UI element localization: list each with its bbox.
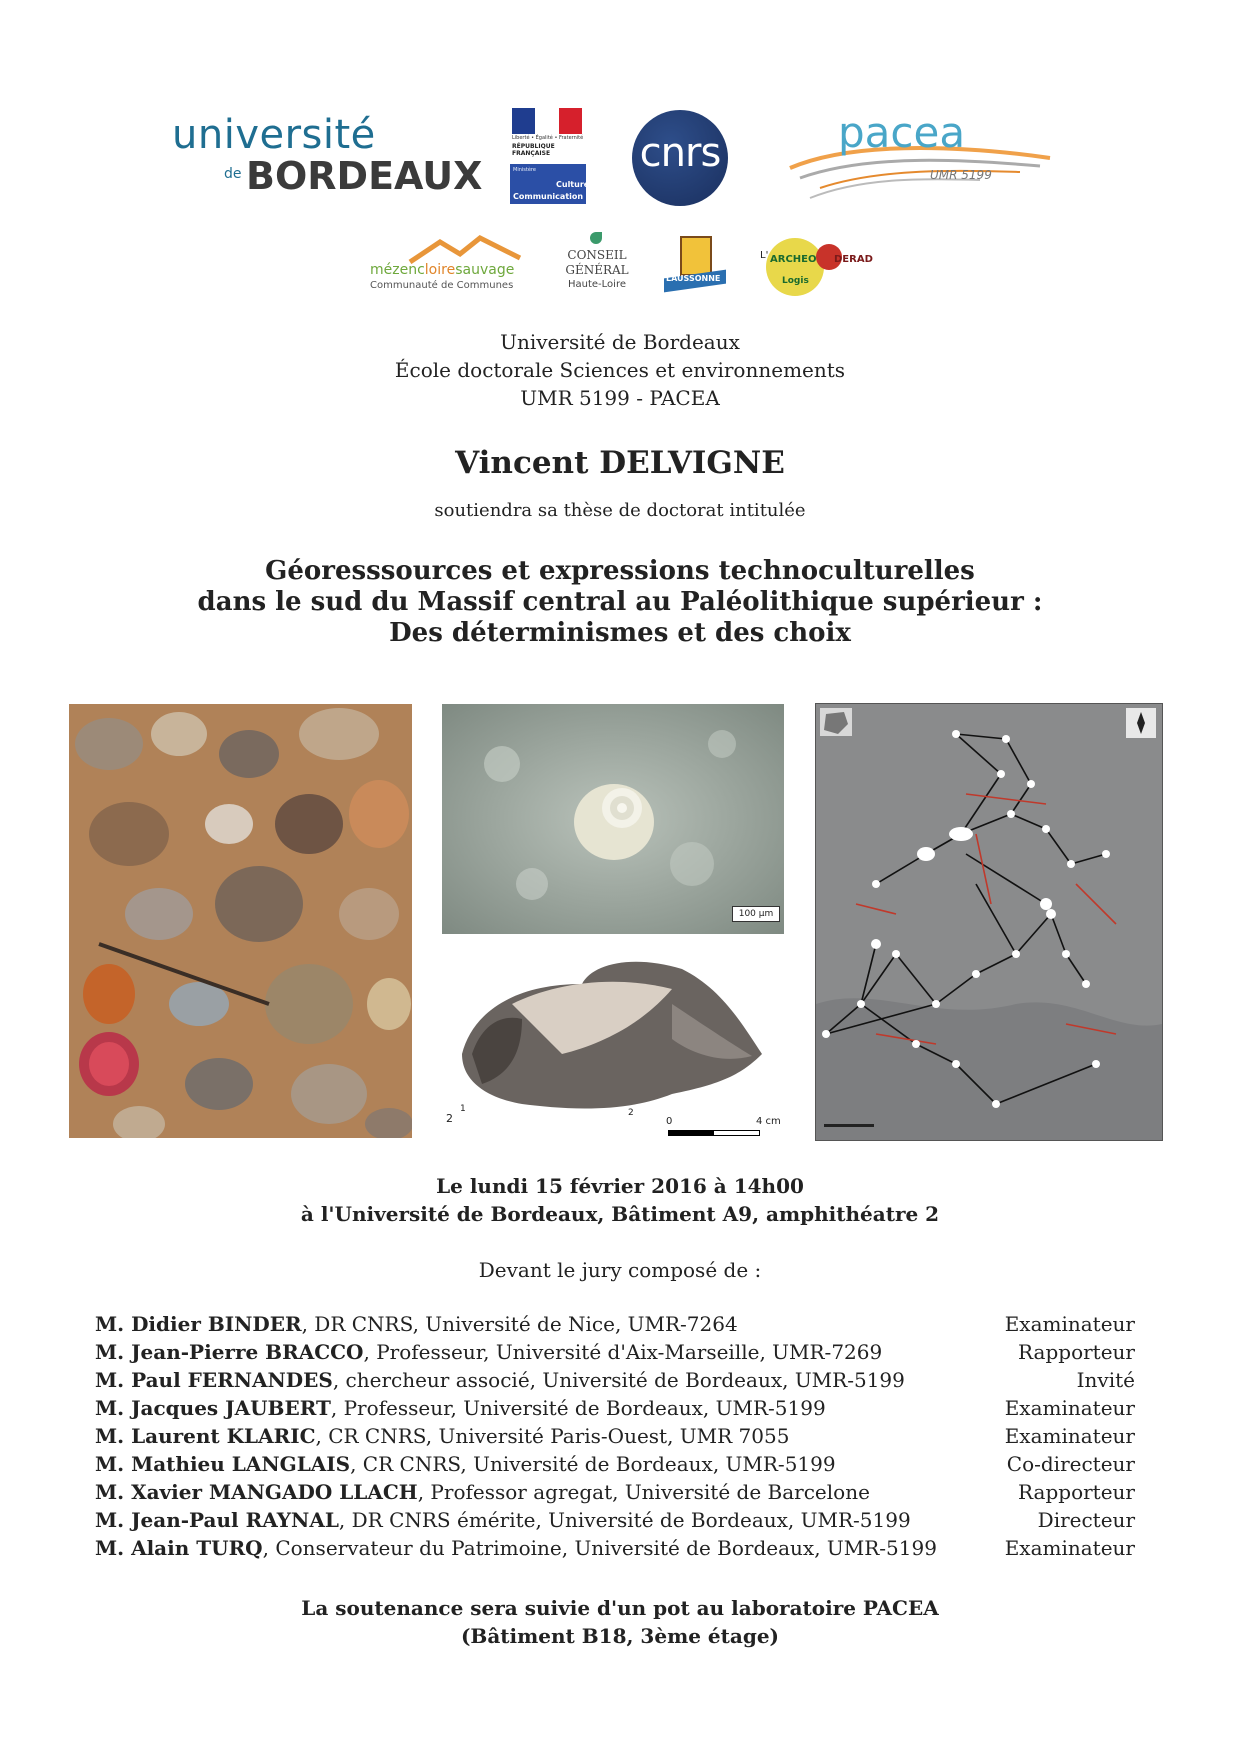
flint-label-2b: 2 [628, 1108, 634, 1118]
jury-details: , DR CNRS émérite, Université de Bordeaux, UMR-5199 [338, 1508, 911, 1532]
rf-motto: Liberté • Égalité • Fraternité [512, 135, 584, 141]
flint-scale-0: 0 [666, 1116, 673, 1127]
culture-line1: Ministère [513, 167, 536, 173]
laussonne-text: LAUSSONNE [666, 274, 721, 283]
mezenc-title [370, 262, 514, 278]
cg-line1: CONSEIL [567, 248, 627, 262]
archeo-logis-cderad-logo [758, 236, 873, 298]
flint-artifact-figure [442, 944, 784, 1138]
jury-role: Rapporteur [1018, 1340, 1135, 1364]
archeo-l: L' [760, 250, 769, 261]
pacea-umr: UMR 5199 [930, 168, 992, 182]
jury-role: Directeur [1037, 1508, 1135, 1532]
jury-details: , CR CNRS, Université Paris-Ouest, UMR 7055 [315, 1424, 790, 1448]
jury-member [95, 1534, 937, 1562]
culture-line3: Communication [513, 192, 584, 201]
cg-line3: Haute-Loire [567, 279, 626, 290]
jury-details: , chercheur associé, Université de Bordeaux, UMR-5199 [332, 1368, 905, 1392]
conseil-general-logo [560, 232, 634, 298]
jury-row [95, 1310, 1135, 1338]
cg-line2: GÉNÉRAL [565, 263, 629, 277]
jury-name: M. Jean-Paul RAYNAL [95, 1508, 339, 1532]
jury-member [95, 1422, 789, 1450]
mezenc-part-c: sauvage [455, 262, 515, 278]
jury-row [95, 1394, 1135, 1422]
jury-row [95, 1366, 1135, 1394]
jury-row [95, 1422, 1135, 1450]
jury-member [95, 1394, 826, 1422]
institution-line3: UMR 5199 - PACEA [520, 386, 720, 410]
logo-text-bordeaux: BORDEAUX [246, 154, 483, 198]
jury-member [95, 1310, 738, 1338]
jury-member [95, 1338, 882, 1366]
jury-member [95, 1506, 911, 1534]
rf-text: RÉPUBLIQUE FRANÇAISE [512, 143, 555, 157]
institution-line1: Université de Bordeaux [500, 330, 740, 354]
intro-text: soutiendra sa thèse de doctorat intitulée [434, 500, 806, 521]
jury-intro: Devant le jury composé de : [478, 1258, 762, 1282]
mezenc-mountains [370, 234, 530, 264]
republique-francaise-logo [510, 108, 586, 156]
derad-text: DERAD [834, 254, 873, 265]
jury-name: M. Jean-Pierre BRACCO [95, 1340, 364, 1364]
event-date: Le lundi 15 février 2016 à 14h00 [436, 1174, 804, 1198]
flint-illustration [442, 944, 784, 1138]
jury-row [95, 1506, 1135, 1534]
jury-member [95, 1478, 870, 1506]
jury-role: Examinateur [1004, 1424, 1135, 1448]
drop-icon [590, 232, 602, 244]
ministere-culture-logo [510, 164, 590, 204]
microscopy-photo [442, 704, 784, 934]
event-place: à l'Université de Bordeaux, Bâtiment A9, amphithéatre 2 [300, 1202, 940, 1226]
laussonne-logo [664, 236, 726, 292]
thesis-title-line2: dans le sud du Massif central au Paléolithique supérieur : [197, 587, 1043, 617]
archeo-text: ARCHEO [770, 254, 817, 265]
cnrs-logo [632, 110, 728, 206]
flint-label-2a: 2 [446, 1112, 453, 1125]
jury-role: Co-directeur [1006, 1452, 1135, 1476]
logis-text: Logis [782, 276, 809, 286]
jury-name: M. Mathieu LANGLAIS [95, 1452, 351, 1476]
jury-details: , Professeur, Université d'Aix-Marseille, UMR-7269 [363, 1340, 883, 1364]
mezenc-part-a: mézenc [370, 262, 425, 278]
jury-role: Examinateur [1004, 1396, 1135, 1420]
jury-details: , DR CNRS, Université de Nice, UMR-7264 [301, 1312, 738, 1336]
footer-block [0, 1594, 1240, 1650]
jury-role: Rapporteur [1018, 1480, 1135, 1504]
jury-row [95, 1450, 1135, 1478]
jury-row [95, 1478, 1135, 1506]
thesis-title [0, 556, 1240, 649]
jury-member [95, 1366, 905, 1394]
logo-text-universite: université [172, 112, 376, 158]
jury-member [95, 1450, 836, 1478]
jury-row [95, 1338, 1135, 1366]
pebbles-illustration [69, 704, 412, 1138]
flint-scale-bar [668, 1130, 760, 1136]
micro-scale-bar: 100 µm [732, 906, 780, 922]
mezenc-subtitle: Communauté de Communes [370, 280, 514, 291]
jury-role: Examinateur [1004, 1312, 1135, 1336]
culture-line2: Culture [556, 180, 590, 189]
thesis-title-line3: Des déterminismes et des choix [389, 618, 851, 648]
footer-line1: La soutenance sera suivie d'un pot au laboratoire PACEA [301, 1596, 939, 1620]
institution-line2: École doctorale Sciences et environnements [394, 358, 846, 382]
universite-bordeaux-logo [172, 112, 483, 202]
pebbles-photo [69, 704, 412, 1138]
jury-details: , Conservateur du Patrimoine, Université de Bordeaux, UMR-5199 [262, 1536, 937, 1560]
pacea-text: pacea [838, 108, 966, 157]
network-map-illustration [816, 704, 1162, 1140]
candidate-name: Vincent DELVIGNE [455, 445, 785, 481]
mezenc-part-b: loire [424, 262, 456, 278]
jury-row [95, 1534, 1135, 1562]
flint-scale-4: 4 cm [756, 1116, 781, 1127]
jury-name: M. Paul FERNANDES [95, 1368, 333, 1392]
jury-details: , Professeur, Université de Bordeaux, UMR-5199 [330, 1396, 826, 1420]
microscopy-illustration [442, 704, 784, 934]
event-block [0, 1172, 1240, 1228]
jury-name: M. Didier BINDER [95, 1312, 302, 1336]
institution-block [0, 328, 1240, 412]
thesis-title-line1: Géoresssources et expressions technoculturelles [265, 556, 975, 586]
jury-details: , CR CNRS, Université de Bordeaux, UMR-5199 [350, 1452, 836, 1476]
jury-role: Invité [1076, 1368, 1135, 1392]
footer-line2: (Bâtiment B18, 3ème étage) [460, 1624, 780, 1648]
jury-name: M. Xavier MANGADO LLACH [95, 1480, 418, 1504]
mezenc-loire-sauvage-logo [370, 234, 530, 296]
jury-details: , Professor agregat, Université de Barcelone [417, 1480, 870, 1504]
logo-text-de: de [224, 166, 242, 182]
flint-label-1: 1 [460, 1104, 466, 1114]
jury-role: Examinateur [1004, 1536, 1135, 1560]
tower-icon [680, 236, 712, 276]
jury-name: M. Alain TURQ [95, 1536, 263, 1560]
jury-name: M. Jacques JAUBERT [95, 1396, 331, 1420]
pacea-logo [780, 108, 1060, 208]
jury-name: M. Laurent KLARIC [95, 1424, 316, 1448]
network-map-figure [815, 703, 1163, 1141]
cnrs-text: cnrs [639, 130, 721, 176]
